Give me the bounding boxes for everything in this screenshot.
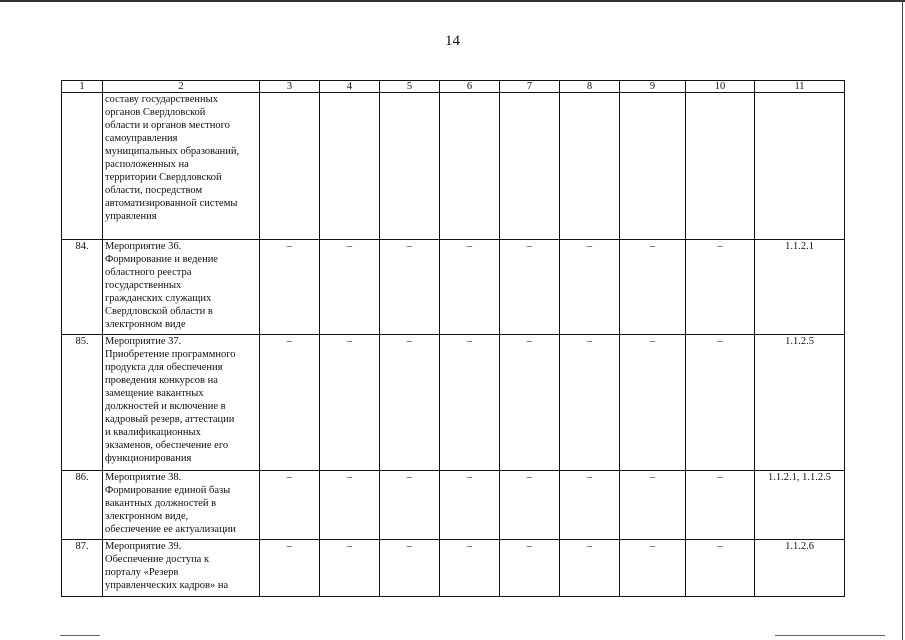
row-number-cell [62, 93, 103, 240]
description-line: управленческих кадров» на [105, 580, 229, 591]
row-description-cell [103, 540, 260, 597]
table-row [62, 540, 845, 597]
description-line: функционирования [105, 453, 192, 464]
scan-edge-bottom-right [775, 635, 885, 636]
value-cell-col-10: – [686, 540, 755, 597]
value-cell-col-6: – [440, 471, 500, 540]
value-cell-col-8: – [560, 335, 620, 471]
description-line: составу государственных [105, 94, 218, 105]
description-line: Обеспечение доступа к [105, 554, 210, 565]
value-cell-col-4 [320, 93, 380, 240]
description-line: Мероприятие 38. [105, 472, 182, 483]
value-cell-col-6 [440, 93, 500, 240]
table-row [62, 335, 845, 471]
description-line: Мероприятие 36. [105, 241, 182, 252]
value-cell-col-5 [380, 93, 440, 240]
scan-edge-top [0, 0, 905, 2]
description-line: муниципальных образований, [105, 146, 240, 157]
value-cell-col-6: – [440, 540, 500, 597]
description-line: области и органов местного [105, 120, 230, 131]
table-body [62, 81, 845, 597]
description-line: области, посредством [105, 185, 203, 196]
value-cell-col-6: – [440, 335, 500, 471]
column-header-7: 7 [500, 81, 560, 93]
description-line: Формирование и ведение [105, 254, 218, 265]
value-cell-col-8 [560, 93, 620, 240]
table-row [62, 93, 845, 240]
description-line: автоматизированной системы [105, 198, 238, 209]
value-cell-col-3 [260, 93, 320, 240]
column-header-10: 10 [686, 81, 755, 93]
description-line: Мероприятие 37. [105, 336, 182, 347]
description-line: Свердловской области в [105, 306, 213, 317]
value-cell-col-3: – [260, 240, 320, 335]
description-line: вакантных должностей в [105, 498, 217, 509]
row-number-cell: 86. [62, 471, 103, 540]
description-line: Приобретение программного [105, 349, 236, 360]
column-header-4: 4 [320, 81, 380, 93]
value-cell-col-5: – [380, 240, 440, 335]
value-cell-col-9: – [620, 335, 686, 471]
value-cell-col-4: – [320, 471, 380, 540]
description-line: и квалификационных [105, 427, 201, 438]
description-line: замещение вакантных [105, 388, 204, 399]
value-cell-col-8: – [560, 471, 620, 540]
column-header-1: 1 [62, 81, 103, 93]
value-cell-col-10 [686, 93, 755, 240]
table-header-row [62, 81, 845, 93]
value-cell-col-8: – [560, 240, 620, 335]
value-cell-col-3: – [260, 471, 320, 540]
scan-edge-right [902, 0, 903, 640]
value-cell-col-7: – [500, 471, 560, 540]
column-header-6: 6 [440, 81, 500, 93]
target-reference-cell: 1.1.2.6 [755, 540, 845, 597]
value-cell-col-3: – [260, 540, 320, 597]
row-description-cell [103, 93, 260, 240]
description-line: электронном виде [105, 319, 186, 330]
value-cell-col-9: – [620, 240, 686, 335]
description-line: областного реестра [105, 267, 192, 278]
value-cell-col-7 [500, 93, 560, 240]
description-line: порталу «Резерв [105, 567, 179, 578]
value-cell-col-7: – [500, 540, 560, 597]
column-header-9: 9 [620, 81, 686, 93]
description-line: самоуправления [105, 133, 178, 144]
target-reference-cell: 1.1.2.1 [755, 240, 845, 335]
description-line: продукта для обеспечения [105, 362, 223, 373]
value-cell-col-7: – [500, 240, 560, 335]
row-number-cell: 87. [62, 540, 103, 597]
description-line: экзаменов, обеспечение его [105, 440, 229, 451]
row-number-cell: 85. [62, 335, 103, 471]
value-cell-col-8: – [560, 540, 620, 597]
description-line: управления [105, 211, 157, 222]
table-row [62, 240, 845, 335]
description-line: Мероприятие 39. [105, 541, 182, 552]
description-line: территории Свердловской [105, 172, 222, 183]
target-reference-cell [755, 93, 845, 240]
value-cell-col-10: – [686, 240, 755, 335]
description-line: Формирование единой базы [105, 485, 231, 496]
description-line: расположенных на [105, 159, 189, 170]
value-cell-col-10: – [686, 335, 755, 471]
row-description-cell [103, 471, 260, 540]
description-line: кадровый резерв, аттестации [105, 414, 235, 425]
description-line: органов Свердловской [105, 107, 206, 118]
row-number-cell: 84. [62, 240, 103, 335]
column-header-8: 8 [560, 81, 620, 93]
description-line: должностей и включение в [105, 401, 226, 412]
column-header-11: 11 [755, 81, 845, 93]
column-header-5: 5 [380, 81, 440, 93]
target-reference-cell: 1.1.2.5 [755, 335, 845, 471]
value-cell-col-9: – [620, 540, 686, 597]
scan-edge-bottom-left [60, 635, 100, 636]
value-cell-col-7: – [500, 335, 560, 471]
target-reference-cell: 1.1.2.1, 1.1.2.5 [755, 471, 845, 540]
value-cell-col-4: – [320, 335, 380, 471]
description-line: государственных [105, 280, 182, 291]
value-cell-col-5: – [380, 335, 440, 471]
value-cell-col-5: – [380, 471, 440, 540]
description-line: электронном виде, [105, 511, 189, 522]
value-cell-col-9 [620, 93, 686, 240]
value-cell-col-5: – [380, 540, 440, 597]
row-description-cell [103, 335, 260, 471]
row-description-cell [103, 240, 260, 335]
value-cell-col-4: – [320, 540, 380, 597]
value-cell-col-4: – [320, 240, 380, 335]
value-cell-col-9: – [620, 471, 686, 540]
column-header-2: 2 [103, 81, 260, 93]
description-line: гражданских служащих [105, 293, 212, 304]
column-header-3: 3 [260, 81, 320, 93]
description-line: обеспечение ее актуализации [105, 524, 236, 535]
value-cell-col-6: – [440, 240, 500, 335]
value-cell-col-3: – [260, 335, 320, 471]
description-line: проведения конкурсов на [105, 375, 218, 386]
program-table [61, 80, 845, 597]
value-cell-col-10: – [686, 471, 755, 540]
table-row [62, 471, 845, 540]
page-number: 14 [445, 33, 460, 49]
